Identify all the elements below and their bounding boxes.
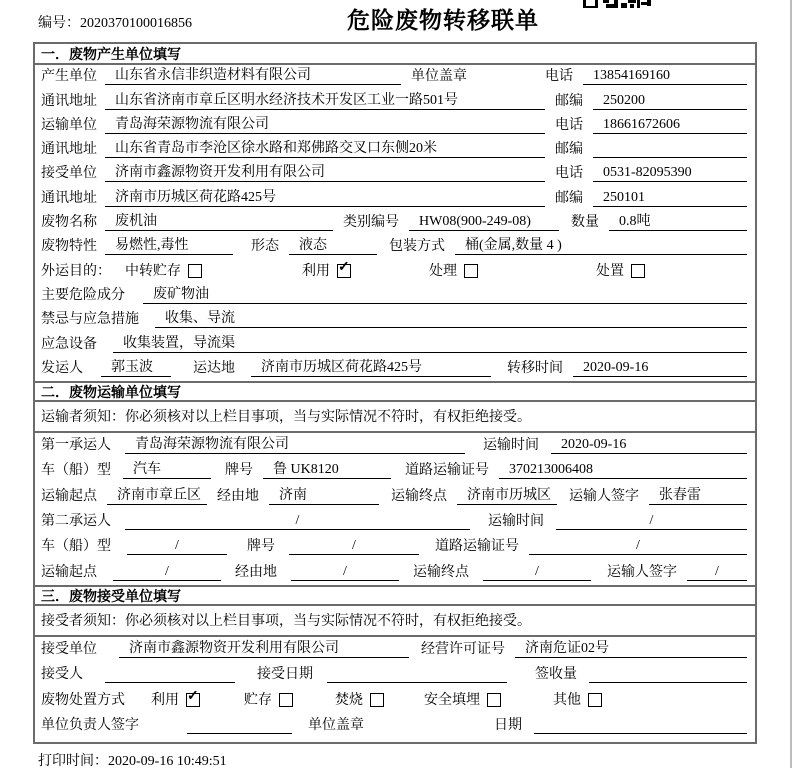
- form-row: [35, 687, 755, 712]
- field-label: 签收量: [535, 667, 577, 683]
- section-note: 运输者须知：你必须核对以上栏目事项，当与实际情况不符时，有权拒绝接受。: [41, 410, 531, 426]
- field-label: 道路运输证号: [435, 539, 519, 555]
- form-row: [35, 433, 755, 458]
- field-label: 主要危险成分: [41, 287, 125, 303]
- form-row: [35, 138, 755, 162]
- form-row: [35, 332, 755, 356]
- serial-label: 编号：: [38, 16, 80, 31]
- section-transporter: [35, 381, 755, 585]
- field-label: 废物处置方式: [41, 692, 125, 708]
- checkbox-option: [429, 260, 478, 280]
- field-value: 济南市历城区荷花路425号: [105, 186, 545, 207]
- field-label: 应急设备: [41, 336, 97, 352]
- field-label: 包装方式: [389, 239, 445, 255]
- field-value: 废矿物油: [143, 283, 747, 304]
- field-label: 接受人: [41, 667, 83, 683]
- field-value: 250101: [593, 190, 747, 207]
- field-label: 运输起点: [41, 488, 97, 504]
- field-value: [327, 682, 507, 683]
- form-row: [35, 637, 755, 662]
- field-label: 单位负责人签字: [41, 717, 139, 733]
- form-row: [35, 89, 755, 113]
- field-label: 经由地: [235, 564, 277, 580]
- section-receiver: [35, 585, 755, 738]
- field-label: 发运人: [41, 360, 83, 376]
- checkbox-unchecked-icon: [631, 264, 645, 278]
- print-time-label: 打印时间：: [38, 754, 108, 769]
- field-label: 接受单位: [41, 641, 97, 657]
- checkbox-unchecked-icon: [464, 264, 478, 278]
- field-value: 汽车: [123, 458, 211, 479]
- field-value: 济南: [269, 484, 379, 505]
- field-value: 0.8吨: [609, 210, 747, 231]
- field-value: /: [291, 564, 399, 581]
- check-mark-icon: ✓: [187, 688, 199, 704]
- page-edge-divider: [790, 0, 792, 768]
- field-label: 废物特性: [41, 239, 97, 255]
- field-label: 日期: [494, 717, 522, 733]
- field-value: 济南市章丘区: [107, 484, 207, 505]
- serial-value: 2020370100016856: [80, 16, 192, 31]
- form-row: [35, 662, 755, 687]
- field-value: 山东省青岛市李沧区徐水路和郑佛路交叉口东侧20米: [105, 137, 545, 158]
- field-value: 易燃性,毒性: [105, 234, 233, 255]
- field-label: 运输终点: [413, 564, 469, 580]
- checkbox-unchecked-icon: [487, 693, 501, 707]
- form-row: [35, 235, 755, 259]
- checkbox-label: 中转贮存: [125, 263, 181, 279]
- print-time: [38, 750, 227, 770]
- field-label: 经由地: [217, 488, 259, 504]
- field-label: 车（船）型: [41, 539, 111, 555]
- checkbox-option: [553, 689, 602, 709]
- field-label: 通讯地址: [41, 142, 97, 158]
- field-value: 2020-09-16: [573, 360, 747, 377]
- form-row: [35, 483, 755, 508]
- field-label: 第一承运人: [41, 438, 111, 454]
- checkbox-checked-icon: [337, 259, 351, 278]
- field-value: 250200: [593, 93, 747, 110]
- field-label: 形态: [251, 239, 279, 255]
- checkbox-label: 利用: [302, 263, 330, 279]
- field-label: 运输时间: [488, 514, 544, 530]
- field-value: 0531-82095390: [593, 165, 747, 182]
- field-label: 运达地: [193, 360, 235, 376]
- field-label: 运输时间: [483, 438, 539, 454]
- field-label: 接受单位: [41, 166, 97, 182]
- field-label: 牌号: [225, 463, 253, 479]
- field-value: /: [125, 513, 470, 530]
- section-note: 接受者须知：你必须核对以上栏目事项，当与实际情况不符时，有权拒绝接受。: [41, 614, 531, 630]
- field-value: 济南市鑫源物资开发利用有限公司: [105, 161, 545, 182]
- form-row: [35, 211, 755, 235]
- field-label: 邮编: [555, 142, 583, 158]
- field-label: 通讯地址: [41, 93, 97, 109]
- field-label: 邮编: [555, 190, 583, 206]
- field-value: 山东省永信非织造材料有限公司: [105, 64, 401, 85]
- field-value: 收集装置，导流渠: [113, 332, 747, 353]
- field-label: 产生单位: [41, 69, 97, 85]
- field-value: 18661672606: [593, 117, 747, 134]
- form-row: [35, 713, 755, 738]
- field-value: 青岛海荣源物流有限公司: [125, 433, 465, 454]
- field-label: 类别编号: [343, 215, 399, 231]
- field-value: /: [289, 538, 419, 555]
- field-label: 车（船）型: [41, 463, 111, 479]
- print-time-value: 2020-09-16 10:49:51: [108, 754, 227, 769]
- section-note-row: [35, 402, 755, 433]
- field-value: 山东省济南市章丘区明水经济技术开发区工业一路501号: [105, 89, 545, 110]
- form-row: [35, 357, 755, 381]
- field-value: 济南危证02号: [515, 637, 747, 658]
- checkbox-label: 其他: [553, 692, 581, 708]
- field-value: 济南市历城区荷花路425号: [251, 356, 491, 377]
- field-value: /: [529, 538, 747, 555]
- field-label: 运输单位: [41, 117, 97, 133]
- field-value: /: [483, 564, 591, 581]
- form-row: [35, 559, 755, 584]
- field-value: [593, 157, 747, 158]
- field-label: 数量: [571, 215, 599, 231]
- form-row: [35, 162, 755, 186]
- field-value: 废机油: [105, 210, 333, 231]
- checkbox-label: 焚烧: [335, 692, 363, 708]
- section-header: 二．废物运输单位填写: [35, 381, 755, 402]
- field-value: 济南市鑫源物资开发利用有限公司: [119, 637, 409, 658]
- checkbox-label: 安全填埋: [424, 692, 480, 708]
- form-row: [35, 259, 755, 283]
- section-producer: [35, 44, 755, 381]
- field-value: 液态: [289, 234, 377, 255]
- field-value: 13854169160: [583, 68, 747, 85]
- field-label: 运输人签字: [569, 488, 639, 504]
- form-row: [35, 114, 755, 138]
- field-value: 鲁 UK8120: [263, 458, 391, 479]
- checkbox-label: 贮存: [244, 692, 272, 708]
- field-label: 电话: [555, 117, 583, 133]
- field-label: 单位盖章: [308, 717, 364, 733]
- field-label: 第二承运人: [41, 514, 111, 530]
- checkbox-option: [335, 689, 384, 709]
- checkbox-label: 处置: [596, 263, 624, 279]
- field-value: 济南市历城区: [457, 484, 557, 505]
- field-value: HW08(900-249-08): [409, 214, 559, 231]
- checkbox-unchecked-icon: [588, 693, 602, 707]
- checkbox-option: [424, 689, 501, 709]
- field-label: 邮编: [555, 93, 583, 109]
- field-value: 郭玉波: [101, 356, 171, 377]
- field-label: 通讯地址: [41, 190, 97, 206]
- form-row: [35, 458, 755, 483]
- field-label: 废物名称: [41, 215, 97, 231]
- section-header: 三．废物接受单位填写: [35, 585, 755, 606]
- field-value: 2020-09-16: [551, 437, 747, 454]
- form-row: [35, 65, 755, 89]
- field-value: [534, 733, 747, 734]
- checkbox-option: [125, 260, 202, 280]
- field-label: 运输人签字: [607, 564, 677, 580]
- form-row: [35, 284, 755, 308]
- field-value: 370213006408: [499, 462, 747, 479]
- field-value: 桶(金属,数量 4 ): [455, 234, 747, 255]
- field-label: 运输终点: [391, 488, 447, 504]
- field-value: /: [556, 513, 747, 530]
- manifest-form: [33, 42, 757, 744]
- page-title: 危险废物转移联单: [347, 8, 539, 33]
- checkbox-checked-icon: [186, 688, 200, 707]
- field-label: 外运目的：: [41, 263, 111, 279]
- form-row: [35, 509, 755, 534]
- qr-code-partial-icon: [583, 0, 651, 10]
- field-label: 牌号: [247, 539, 275, 555]
- form-row: [35, 186, 755, 210]
- field-label: 经营许可证号: [421, 641, 505, 657]
- field-label: 道路运输证号: [405, 463, 489, 479]
- field-value: 青岛海荣源物流有限公司: [105, 113, 545, 134]
- checkbox-option: [244, 689, 293, 709]
- serial-number: [38, 12, 192, 32]
- form-row: [35, 308, 755, 332]
- form-row: [35, 534, 755, 559]
- checkbox-unchecked-icon: [188, 264, 202, 278]
- field-value: [187, 733, 292, 734]
- field-value: /: [687, 564, 747, 581]
- checkbox-label: 处理: [429, 263, 457, 279]
- field-value: [105, 682, 235, 683]
- field-label: 电话: [555, 166, 583, 182]
- field-value: /: [127, 538, 227, 555]
- field-label: 电话: [545, 69, 573, 85]
- checkbox-option: [302, 260, 351, 280]
- field-label: 转移时间: [507, 360, 563, 376]
- field-value: 收集、导流: [155, 307, 747, 328]
- field-label: 接受日期: [257, 667, 313, 683]
- checkbox-unchecked-icon: [370, 693, 384, 707]
- field-value: [589, 682, 747, 683]
- section-header: 一．废物产生单位填写: [35, 44, 755, 65]
- field-label: 运输起点: [41, 564, 97, 580]
- field-label: 禁忌与应急措施: [41, 312, 139, 328]
- section-note-row: [35, 606, 755, 637]
- check-mark-icon: ✓: [338, 259, 350, 275]
- field-label: 单位盖章: [411, 69, 467, 85]
- field-value: /: [113, 564, 221, 581]
- checkbox-label: 利用: [151, 692, 179, 708]
- checkbox-option: [596, 260, 645, 280]
- checkbox-unchecked-icon: [279, 693, 293, 707]
- checkbox-option: [151, 689, 200, 709]
- field-value: 张春雷: [649, 484, 747, 505]
